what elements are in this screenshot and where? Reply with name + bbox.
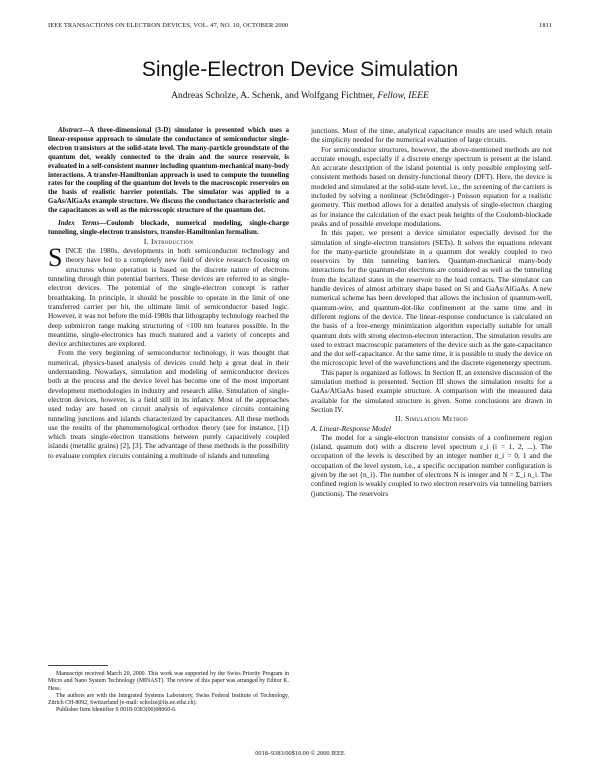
left-column xyxy=(48,126,289,460)
right-column xyxy=(311,126,552,498)
author-honor: Fellow, IEEE xyxy=(377,90,429,101)
running-header xyxy=(48,22,552,34)
intro-paragraph-1-text: INCE the 1980s, developments in both semiconductor technology and theory have led to a completely new field of device research focusing on structures whose operation is based on the discrete nature of electrons tunneling through thin potential barriers. These devices are referred to as single-electron devices. The potential of the single-electron concept is rather breathtaking. In principle, it should be possible to operate in the limit of one transferred carrier per bit, the ultimate limit of semiconductor based logic. However, it was not before the mid-1980s that lithography technology reached the deep submicron range making structuring of <100 nm features possible. In the meantime, single-electronics has much matured and a variety of concepts and device architectures are explored. xyxy=(48,246,289,349)
footnote-affiliation: The authors are with the Integrated Systems Laboratory, Swiss Federal Institute of Technology, Zürich CH-8092, Switzerland (e-mail: scholze@iis.ee.ethz.ch). xyxy=(48,692,289,707)
author-names: Andreas Scholze, A. Schenk, and Wolfgang Fichtner, xyxy=(171,90,375,101)
right-paragraph-5: The model for a single-electron transistor consists of a confinement region (island, quantum dot) with a discrete level spectrum ε_i (i = 1, 2, ...). The occupation of the levels is described by an integer number n_i = 0, 1 and the occupation of the level system, i.e., a specific occupation number configuration is given by the set {n_i}. The number of electrons N is integer and N = Σ_i n_i. The confined region is weakly coupled to two electron reservoirs via tunneling barriers (junctions). The reservoirs xyxy=(311,432,552,498)
section-heading-simulation-method: II. Simulation Method xyxy=(395,414,468,424)
intro-paragraph-1 xyxy=(48,243,289,349)
paper-title: Single-Electron Device Simulation xyxy=(141,58,459,81)
section-heading-introduction: I. Introduction xyxy=(143,236,194,246)
abstract-text: A three-dimensional (3-D) simulator is presented which uses a linear-response approach to simulate the conductance of semiconductor single-electron transistors at the solid-state level. The many-particle groundstate of the quantum dot, weakly connected to the drain and the source reservoir, is evaluated in a self-consistent manner including quantum-mechanical many-body interactions. A transfer-Hamiltonian approach is used to compute the tunneling rates for the coupling of the quantum dot levels to the macroscopic reservoirs on the basis of realistic barrier potentials. The simulator was applied to a GaAs/AlGaAs example structure. We discuss the conductance characteristic and the capacitances as well as the microscopic structure of the quantum dot. xyxy=(48,126,289,215)
index-terms-label: Index Terms— xyxy=(58,219,107,228)
footnote-manuscript: Manuscript received March 20, 2000. This work was supported by the Swiss Priority Program in Micro and Nano System Technology (MINAST). The review of this paper was arranged by Editor K. Hess. xyxy=(48,671,289,692)
abstract-label: Abstract— xyxy=(58,126,90,134)
intro-paragraph-2: From the very beginning of semiconductor technology, it was thought that numerical, physics-based analysis of devices could help a great deal in their understanding. Nowadays, simulation and modeling of semiconductor devices both at the process and the device level has become one of the most important development methodologies in industry and research alike. Simulation of single-electron devices, however, is a field still in its infancy. Most of the approaches used today are based on circuit analysis of equivalence circuits containing tunneling junctions and islands characterized by capacitances. All these methods use the results of the phenomenological orthodox theory (see for instance, [1]) which treats single-electron transitions between purely capacitively coupled islands (metallic grains) [2], [3]. The advantage of these methods is the possibility to evaluate complex circuits containing a multitude of islands and tunneling xyxy=(48,348,289,460)
right-paragraph-2: For semiconductor structures, however, the above-mentioned methods are not accurate enough, especially if a discrete energy spectrum is present at the island. An accurate description of the island potential is only possible employing self-consistent methods based on density-functional theory (DFT). Here, the device is modeled and simulated at the solid-state level, i.e., the screening of the carriers is included by solving a nonlinear (Schrödinger–) Poisson equation for a realistic geometry. This method allows for a detailed analysis of single-electron charging as for instance the calculation of the exact peak heights of the Coulomb-blockade peaks and of possible envelope modulations. xyxy=(311,144,552,228)
footnote xyxy=(48,671,289,715)
journal-name: IEEE TRANSACTIONS ON ELECTRON DEVICES, VOL. 47, NO. 10, OCTOBER 2000 xyxy=(48,22,289,29)
author-line xyxy=(0,90,600,101)
drop-cap: S xyxy=(48,243,63,273)
right-paragraph-1: junctions. Most of the time, analytical capacitance results are used which retain the simplicity needed for the numerical evaluation of large circuits. xyxy=(311,126,552,145)
right-paragraph-4: This paper is organized as follows. In Section II, an extensive discussion of the simulation method is presented. Section III shows the simulation results for a GaAs/AlGaAs based example structure. A comparison with the measured data available for the simulated structure is given. Some conclusions are drawn in Section IV. xyxy=(311,367,552,414)
footnote-publisher-id: Publisher Item Identifier S 0018-9383(00)08060-6. xyxy=(56,707,177,714)
index-terms xyxy=(48,219,289,237)
copyright-footer: 0018–9383/00$10.00 © 2000 IEEE xyxy=(255,750,345,757)
abstract xyxy=(48,126,289,215)
footnote-rule xyxy=(48,665,108,666)
subsection-heading-linear-response: A. Linear-Response Model xyxy=(311,423,392,433)
page-number: 1811 xyxy=(539,22,552,29)
right-paragraph-3: In this paper, we present a device simulator especially devised for the simulation of single-electron transistors (SETs). It solves the equations relevant for the many-particle groundstate in a quantum dot weakly coupled to two reservoirs by thin tunneling barriers. Quantum-mechanical many-body interactions for the quantum-dot electrons are considered as well as the tunneling from the localized states in the reservoir to the lead contacts. The simulator can handle devices of almost arbitrary shape based on Si and GaAs/AlGaAs. A new numerical scheme has been developed that allows the inclusion of quantum-well, quantum-wire, and quantum-dot-like confinement at the same time and in different regions of the device. The linear-response conductance is calculated on the basis of a free-energy minimization algorithm especially suitable for small quantum dots with strong electron-electron interaction. The simulation results are used to extract macroscopic parameters of the device such as the gate-capacitance and the dot self-capacitance. At the same time, it is possible to study the device on the microscopic level of the wavefunctions and the discrete eigenenergy spectrum. xyxy=(311,228,552,368)
index-terms-text: Coulomb blockade, numerical modeling, single-charge tunneling, single-electron transistors, transfer-Hamiltonian formalism. xyxy=(48,219,290,236)
